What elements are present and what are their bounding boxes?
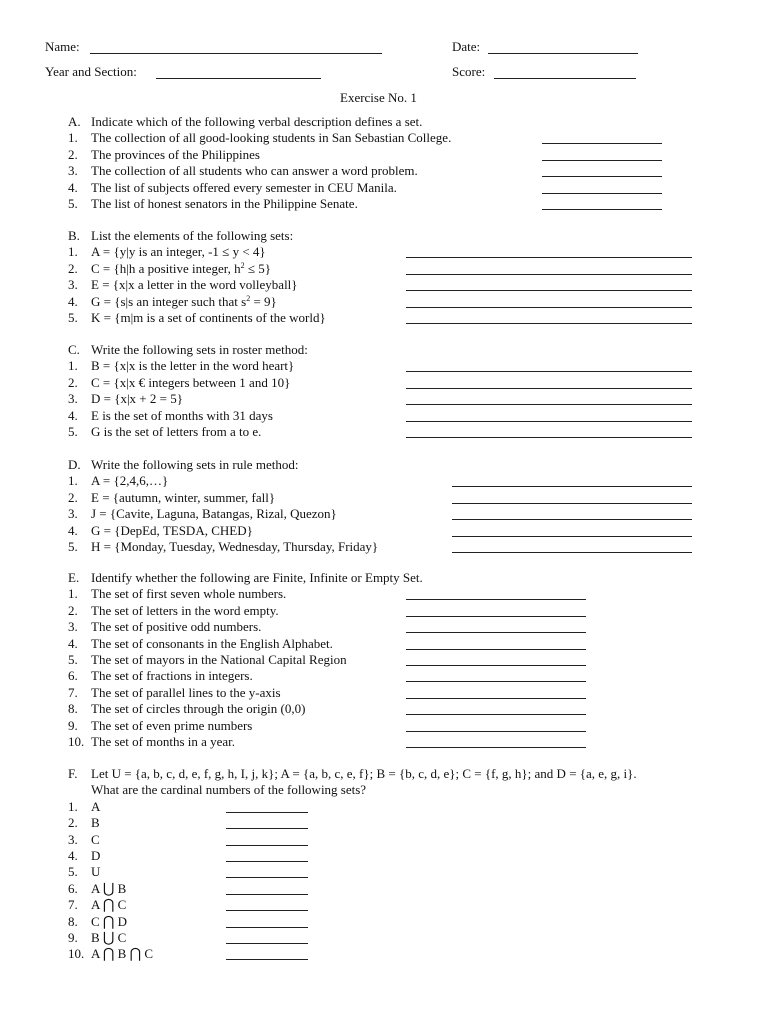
item-text: [91, 261, 271, 277]
answer-blank[interactable]: [226, 828, 308, 829]
exercise-title: Exercise No. 1: [340, 90, 417, 105]
section-a-item: [0, 130, 768, 146]
item-number: 3.: [68, 506, 78, 522]
item-text: [91, 832, 100, 848]
item-number: 5.: [68, 424, 78, 439]
section-c-item: [0, 358, 768, 374]
item-text: [91, 815, 100, 831]
set-name: C: [144, 946, 153, 962]
item-text: The provinces of the Philippines: [91, 146, 260, 162]
section-a-item: [0, 163, 768, 179]
name-field[interactable]: [90, 53, 382, 54]
answer-blank[interactable]: [226, 845, 308, 846]
section-f-item: [0, 930, 768, 946]
answer-blank[interactable]: [226, 812, 308, 813]
answer-blank[interactable]: [406, 257, 692, 258]
intersection-symbol: ⋂: [102, 897, 115, 914]
section-b-item: [0, 244, 768, 260]
item-number: 2.: [68, 374, 78, 390]
item-number: 5.: [68, 539, 78, 554]
item-text: The set of positive odd numbers.: [91, 619, 262, 635]
item-text: The collection of all good-looking students in San Sebastian College.: [91, 130, 452, 146]
item-number: 9.: [68, 717, 78, 733]
answer-blank[interactable]: [406, 731, 586, 732]
item-text: [91, 897, 126, 913]
name-label: Name:: [45, 39, 80, 54]
item-text: [91, 930, 126, 946]
section-d-instruction: Write the following sets in rule method:: [91, 457, 299, 472]
item-number: 8.: [68, 701, 78, 717]
answer-blank[interactable]: [452, 552, 692, 553]
item-number: 1.: [68, 798, 78, 814]
item-number: 4.: [68, 179, 78, 195]
section-b-item: [0, 310, 768, 326]
item-text: A = {2,4,6,…}: [91, 473, 169, 489]
section-e-item: [0, 685, 768, 701]
section-a-item: [0, 180, 768, 196]
answer-blank[interactable]: [452, 503, 692, 504]
item-number: 5.: [68, 864, 78, 880]
intersection-symbol: ⋂: [129, 946, 142, 963]
section-f-item: [0, 946, 768, 962]
answer-blank[interactable]: [406, 665, 586, 666]
answer-blank[interactable]: [406, 404, 692, 405]
answer-blank[interactable]: [406, 274, 692, 275]
item-text: [91, 946, 153, 962]
item-text: E is the set of months with 31 days: [91, 407, 273, 423]
set-name: A: [91, 798, 101, 814]
item-number: 4.: [68, 848, 78, 863]
section-c-item: [0, 375, 768, 391]
set-name: B: [117, 946, 127, 962]
set-name: B: [91, 930, 100, 945]
section-c-item: [0, 408, 768, 424]
section-e-instruction: Identify whether the following are Finite, Infinite or Empty Set.: [91, 570, 423, 585]
section-b-letter: B.: [68, 228, 80, 243]
answer-blank[interactable]: [226, 861, 308, 862]
item-text: The set of fractions in integers.: [91, 668, 253, 684]
answer-blank[interactable]: [406, 290, 692, 291]
section-a-instruction: Indicate which of the following verbal description defines a set.: [91, 114, 423, 129]
answer-blank[interactable]: [406, 421, 692, 422]
item-number: 3.: [68, 831, 78, 847]
section-d-item: [0, 490, 768, 506]
set-name: C: [91, 831, 100, 847]
answer-blank[interactable]: [542, 143, 662, 144]
item-text: [91, 864, 100, 880]
section-e-item: [0, 652, 768, 668]
answer-blank[interactable]: [452, 536, 692, 537]
answer-blank[interactable]: [406, 323, 692, 324]
set-name: B: [91, 815, 100, 831]
item-number: 7.: [68, 897, 78, 913]
item-text: [91, 799, 100, 815]
item-number: 5.: [68, 196, 78, 211]
set-name: D: [117, 913, 128, 929]
section-b-item: [0, 261, 768, 277]
answer-blank[interactable]: [226, 959, 308, 960]
section-d-letter: D.: [68, 457, 81, 472]
answer-blank[interactable]: [406, 714, 586, 715]
section-b-item: [0, 277, 768, 293]
item-text-part: = 9}: [250, 293, 277, 309]
answer-blank[interactable]: [406, 599, 586, 600]
set-name: D: [91, 848, 101, 863]
item-number: 9.: [68, 930, 78, 945]
item-text: K = {m|m is a set of continents of the world}: [91, 310, 326, 325]
item-text: The collection of all students who can answer a word problem.: [91, 163, 418, 179]
section-f-item: [0, 914, 768, 930]
answer-blank[interactable]: [406, 681, 586, 682]
set-name: A: [91, 946, 100, 962]
item-text-part: C = {h|h a positive integer, h: [91, 260, 241, 276]
answer-blank[interactable]: [406, 649, 586, 650]
section-f-item: [0, 815, 768, 831]
item-number: 4.: [68, 407, 78, 423]
item-text: The set of parallel lines to the y-axis: [91, 684, 281, 700]
item-text: The set of even prime numbers: [91, 717, 253, 733]
section-c-instruction: Write the following sets in roster method:: [91, 342, 308, 357]
item-number: 1.: [68, 244, 78, 260]
item-text: The set of months in a year.: [91, 734, 236, 749]
set-name: C: [117, 897, 127, 913]
section-e-item: [0, 668, 768, 684]
section-f-item: [0, 881, 768, 897]
item-text: [91, 881, 126, 897]
section-e-item: [0, 586, 768, 602]
answer-blank[interactable]: [226, 894, 308, 895]
section-d-item: [0, 523, 768, 539]
section-b-instruction: List the elements of the following sets:: [91, 228, 294, 243]
section-c-item: [0, 391, 768, 407]
section-f-item: [0, 832, 768, 848]
intersection-symbol: ⋂: [102, 913, 115, 930]
item-text: A = {y|y is an integer, -1 ≤ y < 4}: [91, 244, 266, 260]
item-number: 4.: [68, 635, 78, 651]
answer-blank[interactable]: [226, 910, 308, 911]
union-symbol: ⋃: [102, 930, 115, 946]
item-text: E = {x|x a letter in the word volleyball}: [91, 277, 298, 293]
item-number: 4.: [68, 293, 78, 309]
item-text: [91, 294, 277, 310]
item-number: 1.: [68, 586, 78, 602]
section-f-item: [0, 864, 768, 880]
item-text: G is the set of letters from a to e.: [91, 424, 262, 439]
item-number: 3.: [68, 163, 78, 179]
section-f-letter: F.: [68, 766, 78, 781]
answer-blank[interactable]: [406, 616, 586, 617]
section-e-item: [0, 603, 768, 619]
item-text: The list of honest senators in the Philippine Senate.: [91, 196, 358, 211]
item-text-part: G = {s|s an integer such that s: [91, 293, 247, 309]
year-section-label: Year and Section:: [45, 64, 137, 79]
item-number: 6.: [68, 668, 78, 684]
set-name: U: [91, 864, 101, 880]
item-text: D = {x|x + 2 = 5}: [91, 391, 183, 407]
section-e-item: [0, 701, 768, 717]
item-number: 5.: [68, 310, 78, 325]
item-text: The list of subjects offered every semester in CEU Manila.: [91, 179, 397, 195]
item-text: E = {autumn, winter, summer, fall}: [91, 489, 276, 505]
set-name: A: [91, 897, 100, 913]
section-e-item: [0, 734, 768, 750]
answer-blank[interactable]: [406, 747, 586, 748]
item-number: 3.: [68, 391, 78, 407]
item-number: 5.: [68, 652, 78, 667]
item-number: 3.: [68, 277, 78, 293]
score-label: Score:: [452, 64, 486, 79]
set-name: A: [91, 880, 100, 896]
section-a-letter: A.: [68, 114, 81, 129]
answer-blank[interactable]: [542, 193, 662, 194]
date-field[interactable]: [488, 53, 638, 54]
item-number: 1.: [68, 473, 78, 489]
answer-blank[interactable]: [406, 632, 586, 633]
item-text: J = {Cavite, Laguna, Batangas, Rizal, Quezon}: [91, 506, 337, 522]
section-e-item: [0, 718, 768, 734]
item-number: 3.: [68, 619, 78, 635]
section-f-instruction: Let U = {a, b, c, d, e, f, g, h, I, j, k}; A = {a, b, c, e, f}; B = {b, c, d, e}; C = {f, g, h}; and D = {a, e, g, i}.: [91, 766, 637, 781]
date-label: Date:: [452, 39, 481, 54]
item-text: The set of consonants in the English Alphabet.: [91, 635, 333, 651]
answer-blank[interactable]: [542, 209, 662, 210]
score-field[interactable]: [494, 78, 636, 79]
section-a-item: [0, 147, 768, 163]
section-c-letter: C.: [68, 342, 80, 357]
item-text: C = {x|x € integers between 1 and 10}: [91, 374, 291, 390]
section-d-item: [0, 539, 768, 555]
item-number: 8.: [68, 913, 78, 929]
item-number: 2.: [68, 489, 78, 505]
section-d-item: [0, 473, 768, 489]
answer-blank[interactable]: [406, 388, 692, 389]
item-text: B = {x|x is the letter in the word heart}: [91, 358, 295, 374]
section-d-item: [0, 506, 768, 522]
answer-blank[interactable]: [406, 307, 692, 308]
item-number: 6.: [68, 880, 78, 896]
section-b-item: [0, 294, 768, 310]
answer-blank[interactable]: [542, 160, 662, 161]
superscript: 2: [240, 260, 245, 270]
section-c-item: [0, 424, 768, 440]
item-number: 1.: [68, 358, 78, 374]
item-number: 2.: [68, 146, 78, 162]
answer-blank[interactable]: [226, 943, 308, 944]
intersection-symbol: ⋂: [102, 946, 115, 963]
item-number: 2.: [68, 815, 78, 831]
item-number: 2.: [68, 602, 78, 618]
answer-blank[interactable]: [542, 176, 662, 177]
item-number: 4.: [68, 522, 78, 538]
union-symbol: ⋃: [102, 880, 115, 897]
item-number: 1.: [68, 130, 78, 146]
item-text: [91, 914, 127, 930]
section-f-item: [0, 848, 768, 864]
answer-blank[interactable]: [226, 927, 308, 928]
item-number: 2.: [68, 260, 78, 276]
answer-blank[interactable]: [406, 371, 692, 372]
section-f-item: [0, 799, 768, 815]
item-text: The set of first seven whole numbers.: [91, 586, 287, 602]
item-text: [91, 848, 100, 864]
item-text: The set of letters in the word empty.: [91, 602, 279, 618]
year-section-field[interactable]: [156, 78, 321, 79]
item-text: The set of circles through the origin (0,0): [91, 701, 306, 717]
item-text: The set of mayors in the National Capital Region: [91, 652, 347, 667]
section-f-item: [0, 897, 768, 913]
item-number: 10.: [68, 946, 85, 962]
section-a-item: [0, 196, 768, 212]
superscript: 2: [246, 293, 251, 303]
answer-blank[interactable]: [406, 698, 586, 699]
item-number: 10.: [68, 734, 85, 749]
answer-blank[interactable]: [452, 486, 692, 487]
section-e-item: [0, 619, 768, 635]
set-name: C: [117, 930, 127, 945]
item-number: 7.: [68, 684, 78, 700]
section-e-item: [0, 636, 768, 652]
answer-blank[interactable]: [452, 519, 692, 520]
section-e-letter: E.: [68, 570, 80, 585]
answer-blank[interactable]: [226, 877, 308, 878]
set-name: C: [91, 913, 100, 929]
answer-blank[interactable]: [406, 437, 692, 438]
item-text: G = {DepEd, TESDA, CHED}: [91, 522, 253, 538]
set-name: B: [117, 880, 127, 896]
item-text: H = {Monday, Tuesday, Wednesday, Thursday, Friday}: [91, 539, 379, 554]
item-text-part: ≤ 5}: [244, 260, 271, 276]
section-f-instruction-2: What are the cardinal numbers of the following sets?: [91, 782, 367, 798]
